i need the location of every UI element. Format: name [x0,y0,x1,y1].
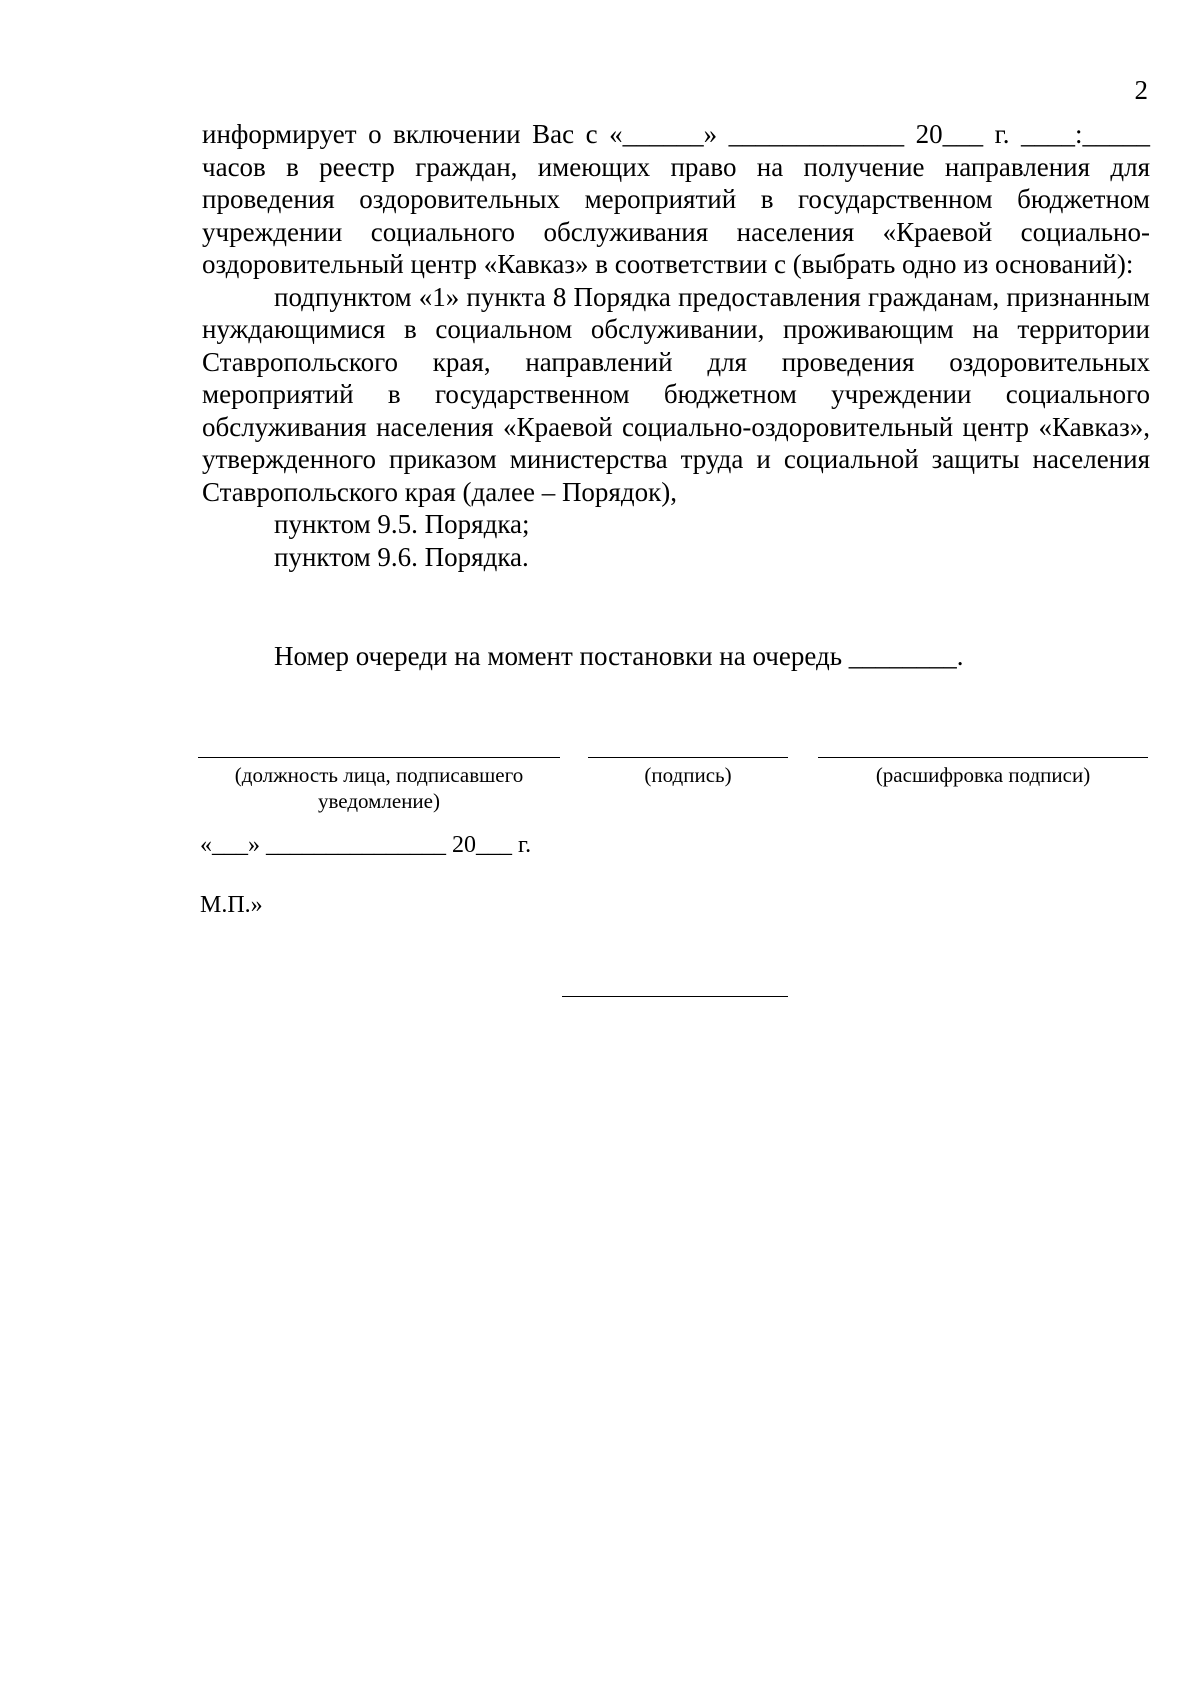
page-number: 2 [1134,75,1148,105]
position-signature-line [198,757,560,758]
signature-line [588,757,788,758]
signature-caption: (подпись) [644,763,732,787]
basis-option-2: пунктом 9.5. Порядка; [274,509,530,539]
basis-option-3: пунктом 9.6. Порядка. [274,541,529,572]
position-caption: (должность лица, подписавшего уведомление) [234,763,524,813]
signature-date-line: «___» _______________ 20___ г. [200,832,532,858]
stamp-place-label: М.П.» [200,892,263,918]
document-body [202,118,1150,573]
intro-paragraph: информирует о включении Вас с «______» _____________ 20___ г. ____:_____ часов в реестр граждан, имеющих право на получение направления для проведения оздоровительных мероприятий в государственном бюджетном учреждении социального обслуживания населения «Краевой социально-оздоровительный центр «Кавказ» в соответствии с (выбрать одно из оснований): [202,119,1150,279]
queue-number-line: Номер очереди на момент постановки на очередь ________. [274,641,964,671]
basis-option-1: подпунктом «1» пункта 8 Порядка предоставления гражданам, признанным нуждающимися в социальном обслуживании, проживающим на территории Ставропольского края, направлений для проведения оздоровительных мероприятий в государственном бюджетном учреждении социального обслуживания населения «Краевой социально-оздоровительный центр «Кавказ», утвержденного приказом министерства труда и социальной защиты населения Ставропольского края (далее – Порядок), [202,281,1150,507]
end-of-document-rule [562,996,788,997]
decoding-signature-line [818,757,1148,758]
decoding-caption: (расшифровка подписи) [875,763,1091,787]
